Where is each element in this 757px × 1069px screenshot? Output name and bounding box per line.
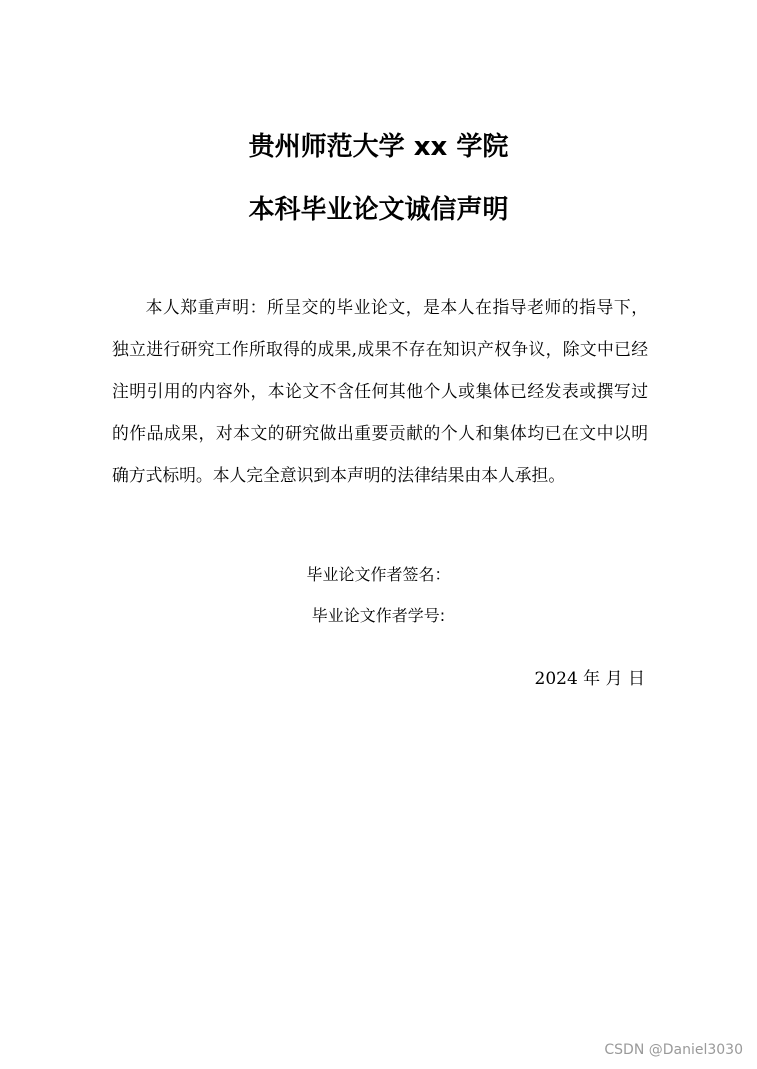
author-student-id-label: 毕业论文作者学号: xyxy=(311,606,446,625)
date-line: 2024 年 月 日 xyxy=(534,669,645,689)
watermark: CSDN @Daniel3030 xyxy=(604,1042,743,1058)
declaration-paragraph: 本人郑重声明：所呈交的毕业论文，是本人在指导老师的指导下，独立进行研究工作所取得的成果,成果不存在知识产权争议，除文中已经注明引用的内容外，本论文不含任何其他个人或集体已经发表或撰写过的作品成果，对本文的研究做出重要贡献的个人和集体均已在文中以明确方式标明。本人完全意识到本声明的法律结果由本人承担。 xyxy=(112,297,648,485)
school-title: 贵州师范大学 xx 学院 xyxy=(248,132,509,162)
page-title: 本科毕业论文诚信声明 xyxy=(248,195,509,225)
author-signature-label: 毕业论文作者签名： xyxy=(306,565,451,584)
